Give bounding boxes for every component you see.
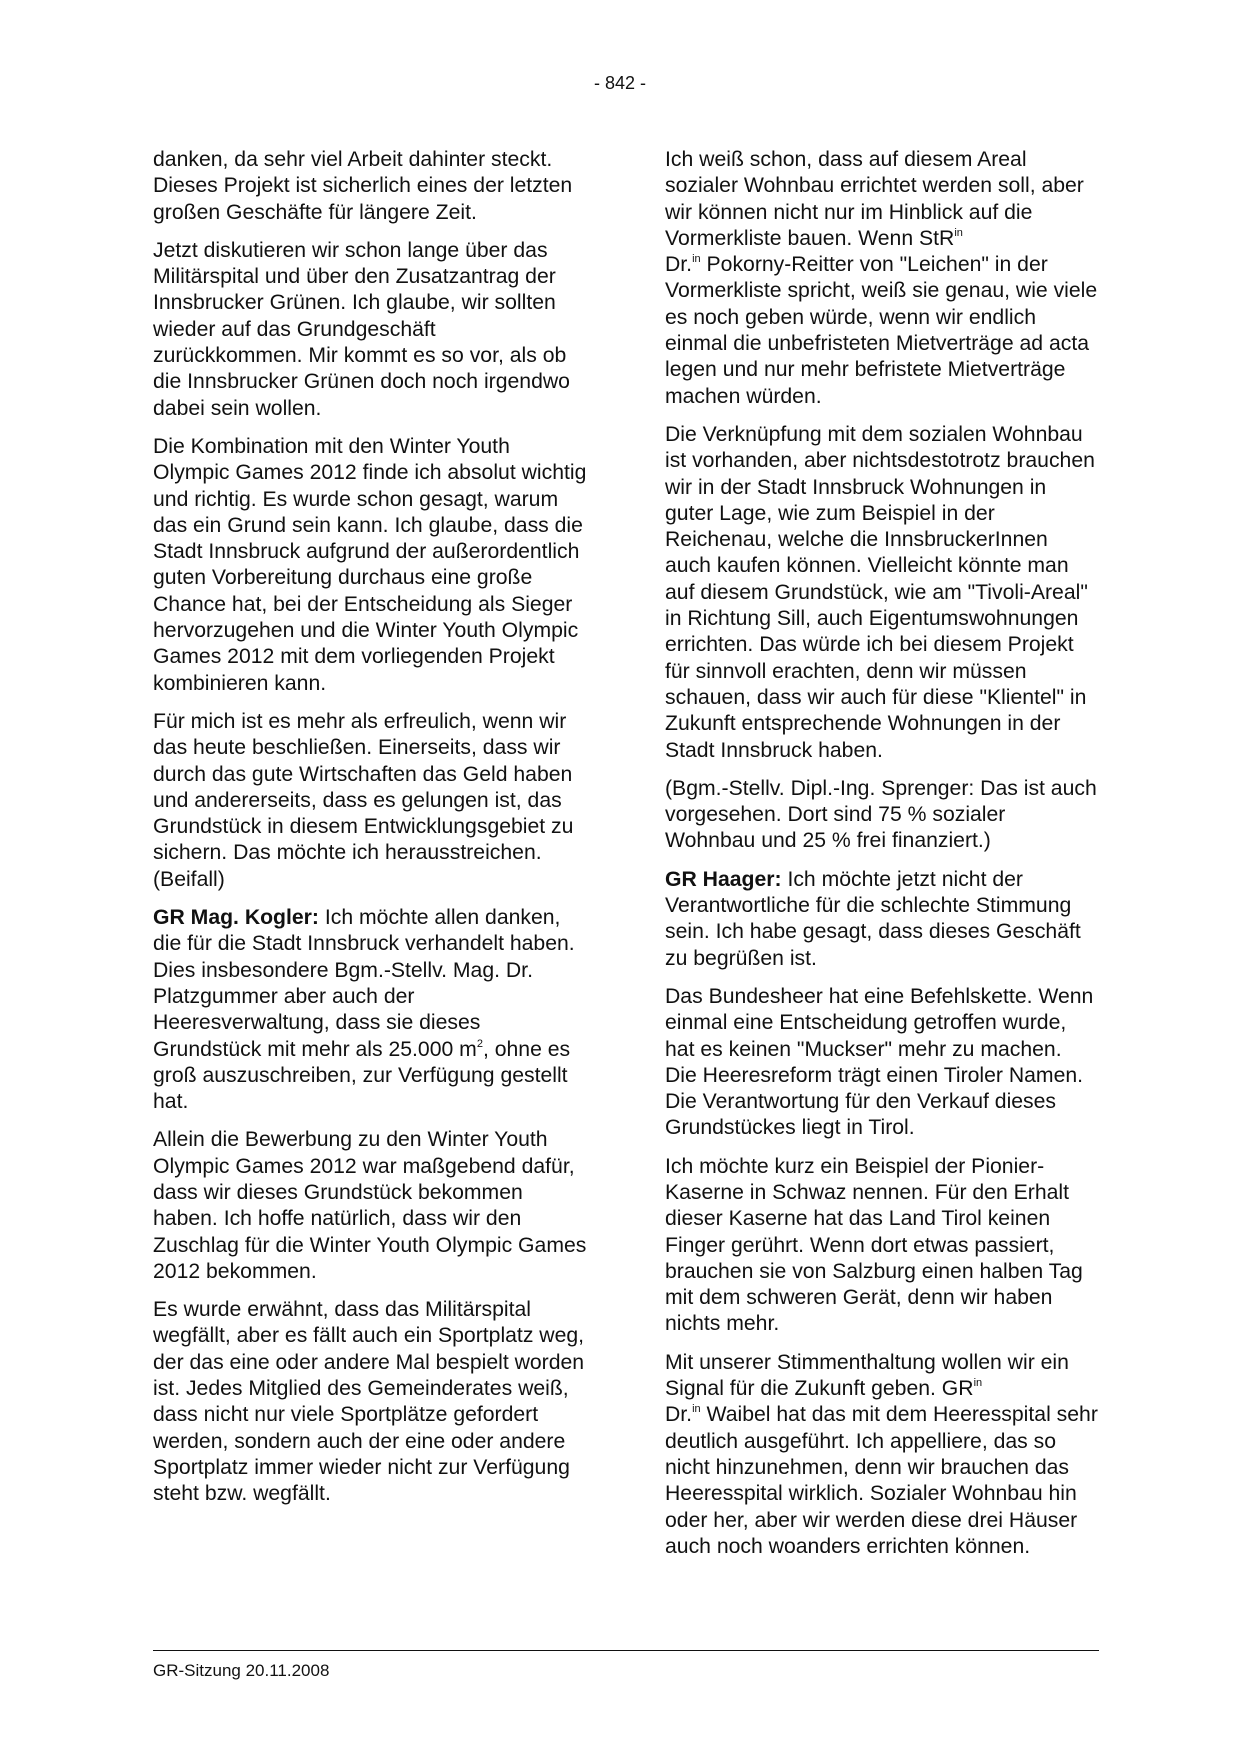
paragraph: Die Verknüpfung mit dem sozialen Wohnbau ist vorhanden, aber nichtsdestotrotz brauchen wir in der Stadt Innsbruck Wohnungen in guter Lage, wie zum Beispiel in der Reichenau, welche die InnsbruckerInnen auch kaufen können. Vielleicht könnte man auf diesem Grundstück, wie am "Tivoli-Areal" in Richtung Sill, auch Eigentumswohnungen errichten. Das würde ich bei diesem Projekt für sinnvoll erachten, denn wir müssen schauen, dass wir auch für diese "Klientel" in Zukunft entsprechende Wohnungen in der Stadt Innsbruck haben.: [665, 422, 1095, 762]
paragraph: Ich möchte kurz ein Beispiel der Pionier-Kaserne in Schwaz nennen. Für den Erhalt dieser Kaserne hat das Land Tirol keinen Finger gerührt. Wenn dort etwas passiert, brauchen sie von Salzburg einen halben Tag mit dem schweren Gerät, denn wir haben nichts mehr.: [665, 1154, 1083, 1336]
speaker-name: GR Haager:: [665, 867, 782, 891]
superscript: in: [973, 1377, 983, 1390]
paragraph-text: , ohne es groß auszuschreiben, zur Verfügung gestellt hat.: [153, 1037, 571, 1114]
paragraph: Es wurde erwähnt, dass das Militärspital wegfällt, aber es fällt auch ein Sportplatz weg, der das eine oder andere Mal bespielt worden ist. Jedes Mitglied des Gemeinderates weiß, dass nicht nur viele Sportplätze gefordert werden, sondern auch der eine oder andere Sportplatz immer wieder nicht zur Verfügung steht bzw. wegfällt.: [153, 1298, 585, 1506]
paragraph: [665, 1350, 1099, 1560]
footer-text: GR-Sitzung 20.11.2008: [153, 1661, 330, 1680]
paragraph-text: Ich möchte allen danken, die für die Stadt Innsbruck verhandelt haben. Dies insbesondere Bgm.-Stellv. Mag. Dr. Platzgummer aber auch der Heeresverwaltung, dass sie dieses Grundstück mit mehr als 25.000 m: [153, 906, 575, 1061]
paragraph: [665, 147, 1099, 410]
superscript: in: [692, 1403, 701, 1416]
paragraph: Allein die Bewerbung zu den Winter Youth Olympic Games 2012 war maßgebend dafür, dass wir dieses Grundstück bekommen haben. Ich hoffe natürlich, dass wir den Zuschlag für die Winter Youth Olympic Games 2012 bekommen.: [153, 1128, 587, 1283]
paragraph-text: Dr.: [665, 253, 693, 277]
right-column: [665, 147, 1099, 1572]
superscript: 2: [476, 1037, 483, 1050]
paragraph-text: Mit unserer Stimmenthaltung wollen wir ein Signal für die Zukunft geben. GR: [665, 1350, 1069, 1401]
paragraph: Für mich ist es mehr als erfreulich, wenn wir das heute beschließen. Einerseits, dass wir durch das gute Wirtschaften das Geld haben und andererseits, dass es gelungen ist, das Grundstück in diesem Entwicklungsgebiet zu sichern. Das möchte ich herausstreichen. (Beifall): [153, 709, 574, 891]
paragraph-text: Waibel hat das mit dem Heeresspital sehr deutlich ausgeführt. Ich appelliere, das so nicht hinzunehmen, denn wir brauchen das Heeresspital wirklich. Sozialer Wohnbau hin oder her, aber wir werden diese drei Häuser auch noch woanders errichten können.: [665, 1403, 1098, 1558]
paragraph: (Bgm.-Stellv. Dipl.-Ing. Sprenger: Das ist auch vorgesehen. Dort sind 75 % sozialer Wohnbau und 25 % frei finanziert.): [665, 776, 1097, 853]
paragraph-text: Ich möchte jetzt nicht der Verantwortliche für die schlechte Stimmung sein. Ich habe gesagt, dass dieses Geschäft zu begrüßen ist.: [665, 867, 1081, 970]
paragraph-text: Ich weiß schon, dass auf diesem Areal sozialer Wohnbau errichtet werden soll, aber wir können nicht nur im Hinblick auf die Vormerkliste bauen. Wenn StR: [665, 148, 1084, 250]
footer-divider: [153, 1650, 1099, 1651]
paragraph: Die Kombination mit den Winter Youth Olympic Games 2012 finde ich absolut wichtig und richtig. Es wurde schon gesagt, warum das ein Grund sein kann. Ich glaube, dass die Stadt Innsbruck aufgrund der außerordentlich guten Vorbereitung durchaus eine große Chance hat, bei der Entscheidung als Sieger hervorzugehen und die Winter Youth Olympic Games 2012 mit dem vorliegenden Projekt kombinieren kann.: [153, 434, 587, 695]
superscript: in: [954, 226, 963, 239]
paragraph: Jetzt diskutieren wir schon lange über das Militärspital und über den Zusatzantrag der Innsbrucker Grünen. Ich glaube, wir sollten wieder auf das Grundgeschäft zurückkommen. Mir kommt es so vor, als ob die Innsbrucker Grünen doch noch irgendwo dabei sein wollen.: [153, 238, 570, 420]
left-column: [153, 147, 587, 1520]
paragraph-text: Dr.: [665, 1403, 693, 1427]
superscript: in: [692, 253, 701, 266]
paragraph: danken, da sehr viel Arbeit dahinter steckt. Dieses Projekt ist sicherlich eines der letzten großen Geschäfte für längere Zeit.: [153, 148, 573, 224]
page-number: - 842 -: [593, 73, 647, 93]
paragraph-text: Pokorny-Reitter von "Leichen" in der Vormerkliste spricht, weiß sie genau, wie viele es noch geben würde, wenn wir endlich einmal die unbefristeten Mietverträge ad acta legen und nur mehr befristete Mietverträge machen würden.: [665, 253, 1098, 408]
paragraph: [665, 867, 1099, 972]
paragraph: Das Bundesheer hat eine Befehlskette. Wenn einmal eine Entscheidung getroffen wurde, hat es keinen "Muckser" mehr zu machen. Die Heeresreform trägt einen Tiroler Namen. Die Verantwortung für den Verkauf dieses Grundstückes liegt in Tirol.: [665, 984, 1094, 1140]
speaker-name: GR Mag. Kogler:: [153, 906, 319, 930]
paragraph: [153, 905, 587, 1115]
